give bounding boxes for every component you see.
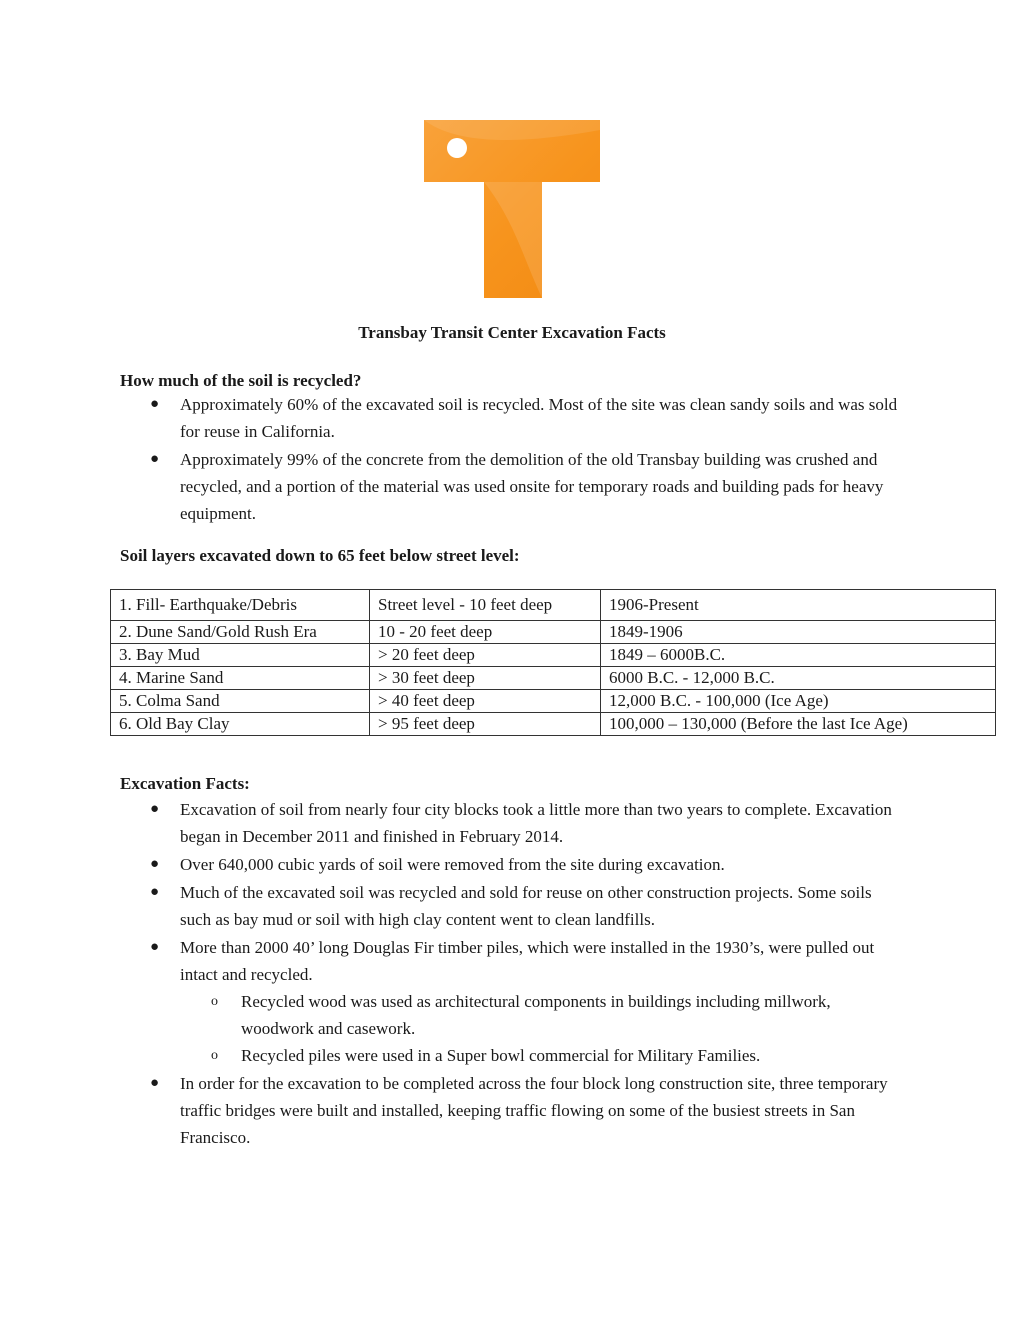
bullet-icon: ● bbox=[150, 884, 160, 900]
table-cell: 10 - 20 feet deep bbox=[370, 621, 601, 644]
list-item: ● Approximately 60% of the excavated soil is recycled. Most of the site was clean sandy soils and was sold for reuse in California. bbox=[0, 391, 900, 445]
bullet-icon: ● bbox=[150, 939, 160, 955]
bullet-icon: ● bbox=[150, 1075, 160, 1091]
table-row bbox=[111, 621, 996, 644]
table-cell: 12,000 B.C. - 100,000 (Ice Age) bbox=[601, 690, 996, 713]
list-item: ● More than 2000 40’ long Douglas Fir timber piles, which were installed in the 1930’s, were pulled out intact and recycled. o Recycled wood was used as architectural components in buildings including millwork, woodwork and casework. o Recycled piles were used in a Super bowl commercial for Military Families. bbox=[0, 934, 900, 1069]
list-item: ● Much of the excavated soil was recycled and sold for reuse on other construction projects. Some soils such as bay mud or soil with high clay content went to clean landfills. bbox=[0, 879, 900, 933]
table-cell: > 40 feet deep bbox=[370, 690, 601, 713]
table-row bbox=[111, 667, 996, 690]
table-cell: 1. Fill- Earthquake/Debris bbox=[111, 590, 370, 621]
document-title: Transbay Transit Center Excavation Facts bbox=[358, 323, 666, 342]
excavation-heading: Excavation Facts: bbox=[120, 774, 250, 793]
table-cell: 4. Marine Sand bbox=[111, 667, 370, 690]
table-row bbox=[111, 690, 996, 713]
table-row bbox=[111, 590, 996, 621]
recycled-list bbox=[0, 391, 1024, 528]
table-row bbox=[111, 713, 996, 736]
circle-bullet-icon: o bbox=[211, 994, 218, 1009]
bullet-icon: ● bbox=[150, 396, 160, 412]
list-item: ● Excavation of soil from nearly four city blocks took a little more than two years to complete. Excavation began in December 2011 and finished in February 2014. bbox=[0, 796, 900, 850]
bullet-icon: ● bbox=[150, 856, 160, 872]
recycled-heading: How much of the soil is recycled? bbox=[120, 371, 362, 390]
table-cell: 1849-1906 bbox=[601, 621, 996, 644]
transbay-t-logo bbox=[424, 120, 600, 298]
table-cell: 2. Dune Sand/Gold Rush Era bbox=[111, 621, 370, 644]
table-cell: 6. Old Bay Clay bbox=[111, 713, 370, 736]
table-cell: 100,000 – 130,000 (Before the last Ice Age) bbox=[601, 713, 996, 736]
soil-layers-table bbox=[110, 589, 996, 736]
bullet-icon: ● bbox=[150, 801, 160, 817]
table-row bbox=[111, 644, 996, 667]
list-item: ● Approximately 99% of the concrete from the demolition of the old Transbay building was crushed and recycled, and a portion of the material was used onsite for temporary roads and building pads for heavy equipment. bbox=[0, 446, 900, 527]
table-cell: 3. Bay Mud bbox=[111, 644, 370, 667]
list-item: ● Over 640,000 cubic yards of soil were removed from the site during excavation. bbox=[0, 851, 900, 878]
sub-list-item: o Recycled wood was used as architectural components in buildings including millwork, woodwork and casework. bbox=[180, 988, 861, 1042]
table-cell: 1849 – 6000B.C. bbox=[601, 644, 996, 667]
table-cell: > 95 feet deep bbox=[370, 713, 601, 736]
table-cell: > 30 feet deep bbox=[370, 667, 601, 690]
bullet-icon: ● bbox=[150, 451, 160, 467]
list-item: ● In order for the excavation to be completed across the four block long construction site, three temporary traffic bridges were built and installed, keeping traffic flowing on some of the busiest streets in San Francisco. bbox=[0, 1070, 900, 1151]
sub-list bbox=[180, 988, 900, 1069]
excavation-list bbox=[0, 796, 1024, 1152]
table-cell: 1906-Present bbox=[601, 590, 996, 621]
table-cell: > 20 feet deep bbox=[370, 644, 601, 667]
table-cell: Street level - 10 feet deep bbox=[370, 590, 601, 621]
sub-list-item: o Recycled piles were used in a Super bowl commercial for Military Families. bbox=[180, 1042, 861, 1069]
circle-bullet-icon: o bbox=[211, 1048, 218, 1063]
table-cell: 6000 B.C. - 12,000 B.C. bbox=[601, 667, 996, 690]
soil-layers-heading: Soil layers excavated down to 65 feet below street level: bbox=[120, 546, 520, 565]
table-cell: 5. Colma Sand bbox=[111, 690, 370, 713]
